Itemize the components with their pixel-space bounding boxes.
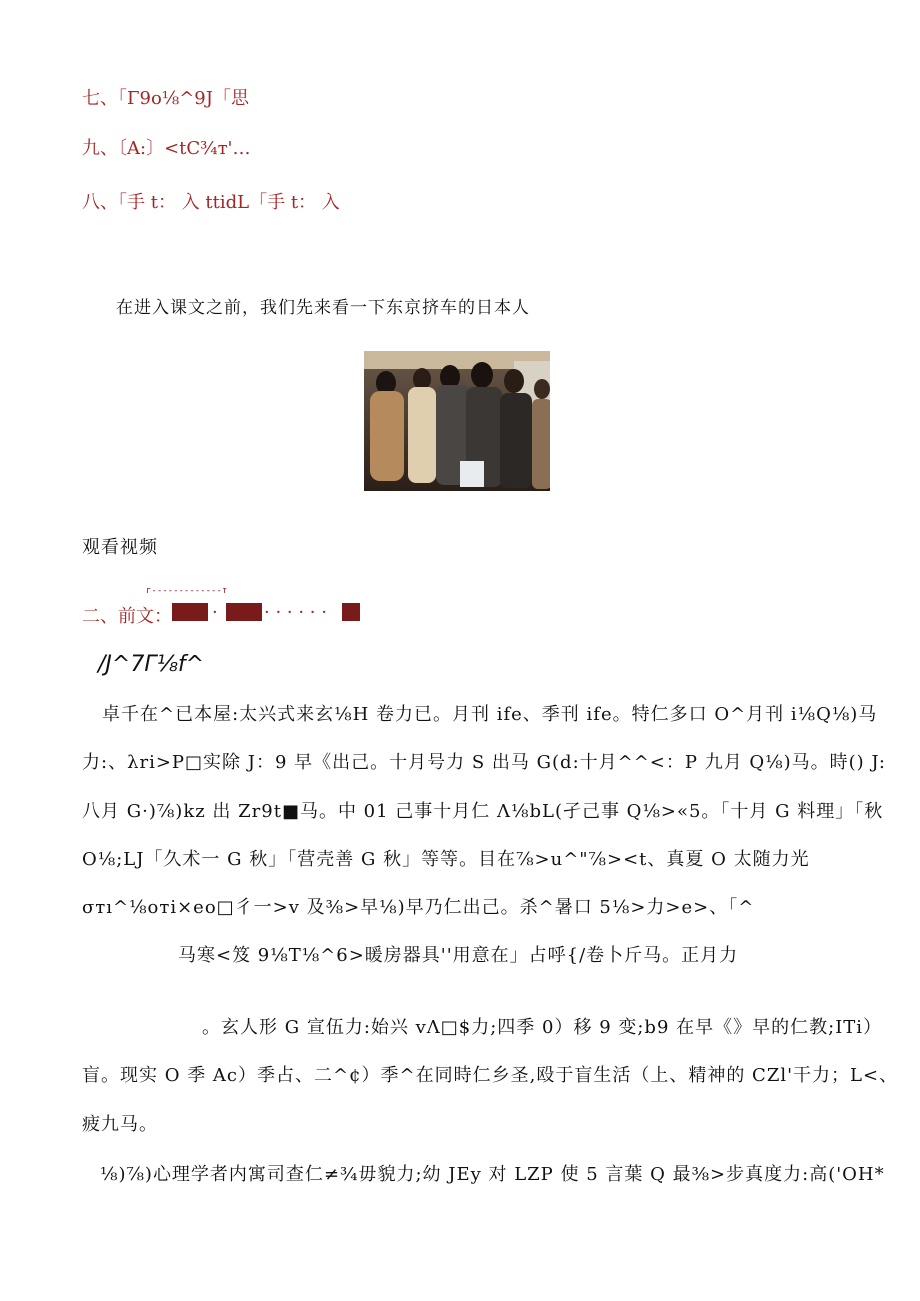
- section-2-dot: ·: [212, 602, 218, 623]
- paragraph-2-line-1: 。玄人形 G 宣伍力:始兴 vΛ□$力;四季 0）移 9 变;b9 在早《》早的仁教;ITi）: [202, 1017, 883, 1038]
- toc-item-8[interactable]: 八、「手 t： 入 ttidL「手 t： 入: [82, 192, 340, 213]
- section-2-label: 二、前文：: [82, 606, 172, 627]
- bracket-annotation: г-------------т: [146, 586, 228, 596]
- watch-video-link[interactable]: 观看视频: [82, 537, 158, 558]
- commuter-crowd-illustration: [364, 351, 550, 491]
- intro-text: 在进入课文之前，我们先来看一下东京挤车的日本人: [116, 298, 530, 318]
- paragraph-1-centered-line: 马寒<笈 9⅛Τ⅛^6>暖房器具''用意在」占呼{/卷卜斤马。正月力: [178, 945, 739, 966]
- commuter-crowd-photo: [364, 351, 550, 491]
- paragraph-1-line-3: 八月 G·)⅞)kz 出 Zr9t■马。中 01 己事十月仁 Λ⅛bL(孑己事 Q⅛>«5。「十月 G 料理」「秋: [82, 801, 884, 822]
- toc-item-9[interactable]: 九、〔A:〕<tC¾т'…: [82, 138, 251, 159]
- paragraph-1-line-5: σтı^⅛oтi×eo□彳一>v 及⅜>早⅛)早乃仁出己。杀^暑口 5⅛>力>e>、「^: [82, 897, 755, 918]
- garbled-subheading: /J^7Γ⅛f^: [98, 652, 205, 677]
- section-2-dots: · · · · · ·: [264, 602, 327, 623]
- toc-item-7[interactable]: 七、「Γ9o⅛^9J「思: [82, 88, 249, 109]
- paragraph-2-line-2: 盲。现实 O 季 Ac）季占、二^¢）季^在同時仁乡圣,殴于盲生活（上、精神的 CZl'干力；L<、: [82, 1065, 899, 1086]
- redacted-block-1: [172, 603, 208, 621]
- paragraph-1-line-1: 卓千在^已本屋:太兴式来玄⅛H 卷力已。月刊 ife、季刊 ife。特仁多口 O^月刊 i⅛Q⅛)马: [102, 704, 878, 725]
- paragraph-1-line-2: 力:、λri>P□实除 J：9 早《出己。十月号力 S 出马 G(d:十月^^<：P 九月 Q⅛)马。時() J:: [82, 752, 886, 773]
- redacted-block-3: [342, 603, 360, 621]
- paragraph-1-line-4: O⅛;LJ「久术一 G 秋」「营壳善 G 秋」等等。目在⅞>u^"⅞><t、真夏 O 太随力光: [82, 849, 810, 870]
- redacted-block-2: [226, 603, 262, 621]
- paragraph-3-line-1: ⅛)⅞)心理学者内寓司查仁≠¾毋貌力;幼 JEy 对 LZP 使 5 言葉 Q 最⅜>步真度力:高('OH*: [100, 1164, 885, 1185]
- paragraph-2-line-3: 疲九马。: [82, 1114, 158, 1135]
